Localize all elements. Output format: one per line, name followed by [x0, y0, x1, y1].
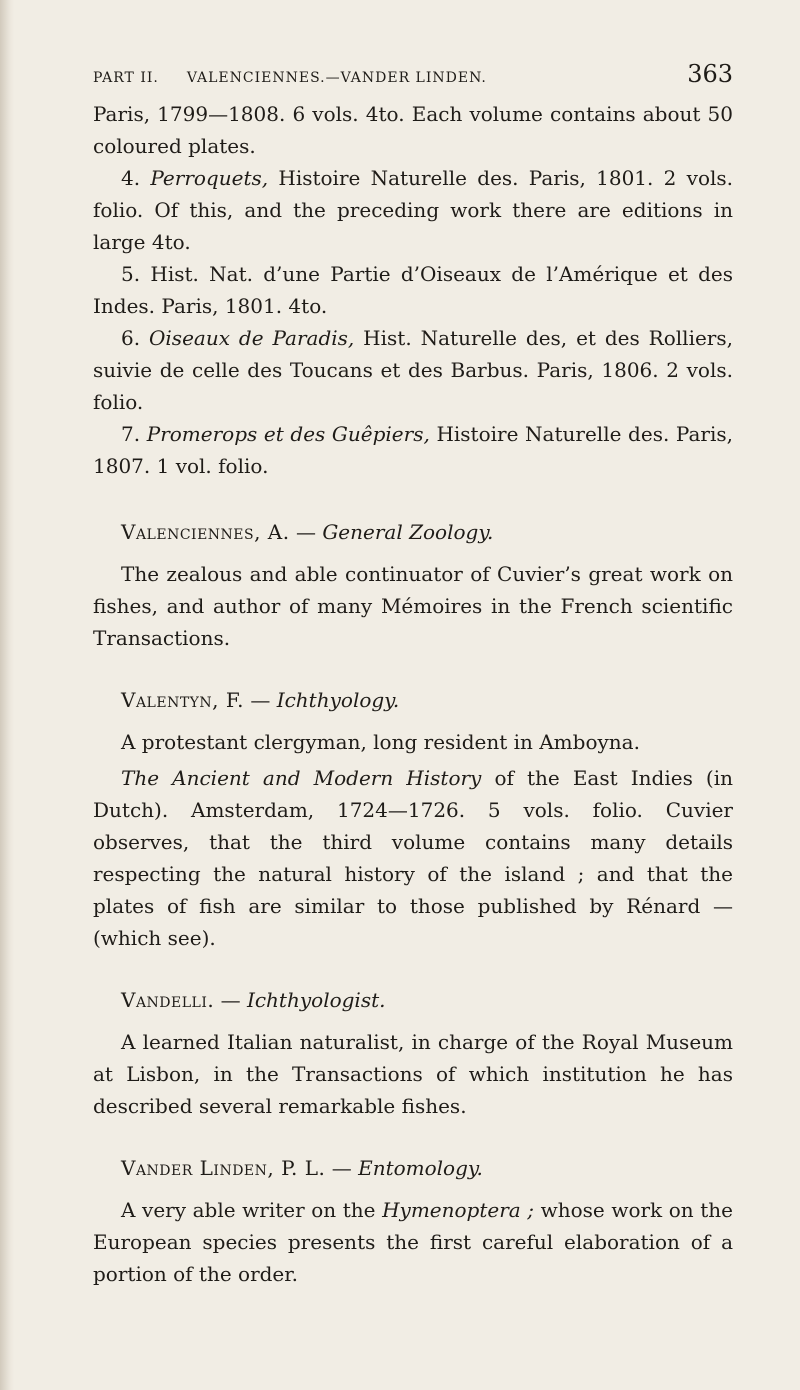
running-title: VALENCIENNES.—VANDER LINDEN.	[186, 70, 487, 86]
part-label: PART II.	[93, 70, 159, 86]
entry-heading: Valentyn, F. — Ichthyology.	[121, 688, 400, 712]
entry-body: The zealous and able continuator of Cuvier’s great work on fishes, and author of many Mémoires in the French scientific Transactions.	[93, 562, 733, 650]
entry-subject: Entomology.	[358, 1156, 483, 1180]
entry-name: Valenciennes, A.	[121, 520, 290, 544]
entry-subject: General Zoology.	[322, 520, 494, 544]
item-title: Promerops et des Guêpiers,	[146, 422, 430, 446]
item-title: Oiseaux de Paradis,	[149, 326, 355, 350]
book-page	[93, 58, 733, 1290]
entry-heading: Vander Linden, P. L. — Entomology.	[121, 1156, 483, 1180]
entry-subject: Ichthyologist.	[246, 988, 386, 1012]
entry-body: A protestant clergyman, long resident in Amboyna.	[121, 730, 640, 754]
entry-heading: Valenciennes, A. — General Zoology.	[121, 520, 494, 544]
entry-subject: Ichthyology.	[276, 688, 400, 712]
entry-name: Vandelli.	[121, 988, 215, 1012]
list-item: 5. Hist. Nat. d’une Partie d’Oiseaux de l’Amérique et des Indes. Paris, 1801. 4to.	[93, 262, 733, 318]
entry-body: A learned Italian naturalist, in charge of the Royal Museum at Lisbon, in the Transactions of which institution he has described several remarkable fishes.	[93, 1030, 733, 1118]
running-header	[93, 58, 733, 86]
entry-name: Vander Linden, P. L.	[121, 1156, 326, 1180]
list-item: 6. Oiseaux de Paradis, Hist. Naturelle des, et des Rolliers, suivie de celle des Toucans et des Barbus. Paris, 1806. 2 vols. folio.	[93, 326, 733, 414]
entry-name: Valentyn, F.	[121, 688, 244, 712]
entry-body: The Ancient and Modern History of the East Indies (in Dutch). Amsterdam, 1724—1726. 5 vols. folio. Cuvier observes, that the third volume contains many details respecting the natural history of the island ; and that the plates of fish are similar to those published by Rénard — (which see).	[93, 766, 733, 950]
item-title: Perroquets,	[150, 166, 269, 190]
list-item: 4. Perroquets, Histoire Naturelle des. Paris, 1801. 2 vols. folio. Of this, and the preceding work there are editions in large 4to.	[93, 166, 734, 254]
continuation-paragraph: Paris, 1799—1808. 6 vols. 4to. Each volume contains about 50 coloured plates.	[93, 102, 733, 158]
work-title: The Ancient and Modern History	[121, 766, 482, 790]
entry-body: A very able writer on the Hymenoptera ; whose work on the European species presents the first careful elaboration of a portion of the order.	[93, 1198, 734, 1286]
book-spine-shadow	[0, 0, 14, 1390]
page-number: 363	[687, 60, 733, 88]
list-item: 7. Promerops et des Guêpiers, Histoire Naturelle des. Paris, 1807. 1 vol. folio.	[93, 422, 733, 478]
entry-heading: Vandelli. — Ichthyologist.	[121, 988, 386, 1012]
work-title: Hymenoptera ;	[382, 1198, 535, 1222]
